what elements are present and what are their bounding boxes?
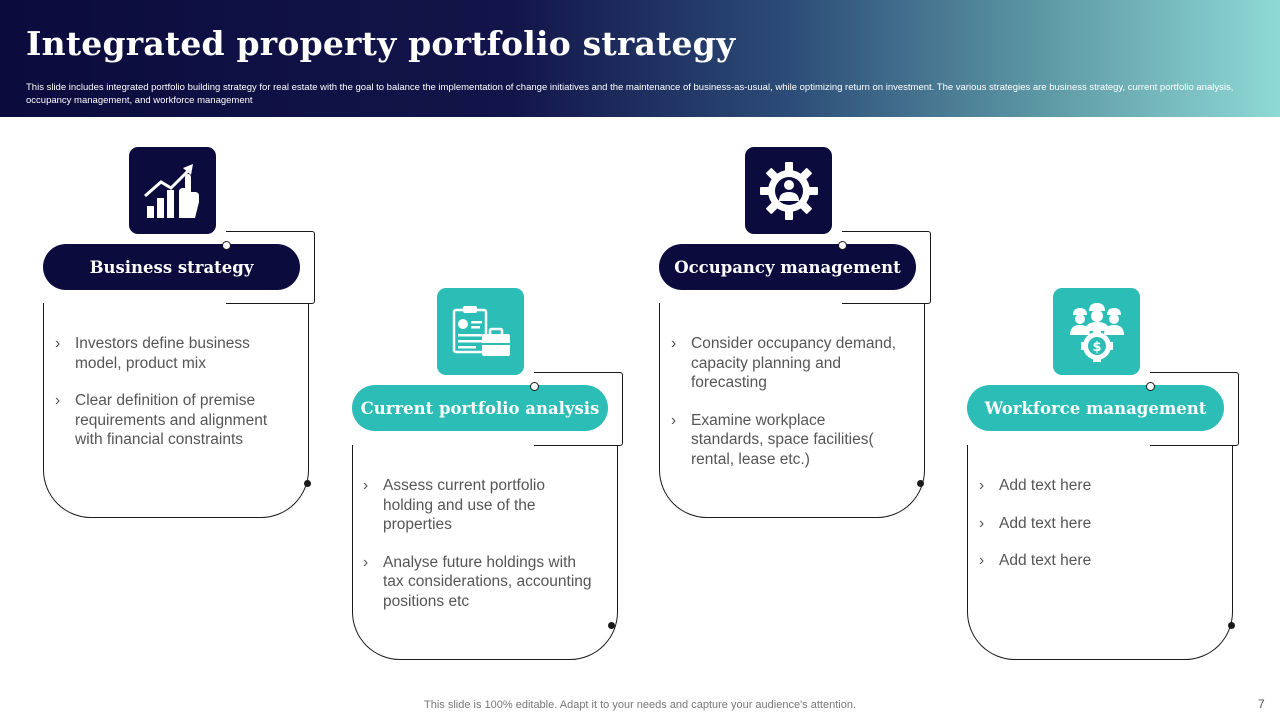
bullet-item: › Investors define business model, product mix [55, 335, 250, 372]
slide-title: Integrated property portfolio strategy [26, 24, 736, 63]
connector-dot [1146, 382, 1155, 391]
slide-subtitle: This slide includes integrated portfolio building strategy for real estate with the goal to balance the implementation of change initiatives and the maintenance of business-as-usual, while optimizing return on investment. The various strategies are business strategy, current portfolio analysis, occupancy management, and workforce management [26, 82, 1234, 106]
bullet-marker: › [671, 411, 677, 429]
bullet-marker: › [671, 335, 677, 352]
workforce-management-bullets [979, 476, 1209, 589]
card-end-dot [917, 480, 924, 487]
business-strategy-bullets [55, 334, 285, 468]
bullet-item: › Consider occupancy demand, capacity planning and forecasting [671, 335, 897, 391]
card-end-dot [608, 622, 615, 629]
workers-dollar-gear-icon [1053, 288, 1140, 375]
bullet-marker: › [979, 477, 985, 494]
footer-note: This slide is 100% editable. Adapt it to your needs and capture your audience's attention. [424, 699, 856, 711]
card-end-dot [1228, 622, 1235, 629]
bullet-marker: › [55, 392, 61, 409]
workforce-management-label: Workforce management [984, 398, 1207, 418]
current-portfolio-analysis-bullets [363, 476, 593, 629]
bullet-marker: › [363, 553, 369, 571]
current-portfolio-analysis-label: Current portfolio analysis [360, 398, 600, 418]
bullet-marker: › [363, 477, 369, 494]
occupancy-management-pill [659, 244, 916, 290]
bullet-item: › Clear definition of premise requirements and alignment with financial constraints [55, 392, 268, 448]
gear-person-icon [745, 147, 832, 234]
bullet-item: › Analyse future holdings with tax considerations, accounting positions etc [363, 553, 592, 610]
occupancy-management-label: Occupancy management [674, 257, 901, 277]
svg-text:$: $ [1091, 339, 1102, 355]
business-strategy-pill [43, 244, 300, 290]
bullet-marker: › [979, 552, 985, 569]
bullet-item: › Add text here [979, 477, 1092, 494]
workforce-management-pill [967, 385, 1224, 431]
header-banner [0, 0, 1280, 117]
card-end-dot [304, 480, 311, 487]
occupancy-management-bullets [671, 334, 901, 487]
bullet-marker: › [55, 335, 61, 352]
connector-dot [222, 241, 231, 250]
bullet-item: › Examine workplace standards, space facilities( rental, lease etc.) [671, 411, 874, 468]
bullet-item: › Assess current portfolio holding and use of the properties [363, 477, 545, 533]
bullet-marker: › [979, 514, 985, 532]
business-strategy-label: Business strategy [89, 257, 254, 277]
connector-dot [838, 241, 847, 250]
bullet-item: › Add text here [979, 552, 1092, 569]
page-number: 7 [1258, 697, 1265, 711]
connector-dot [530, 382, 539, 391]
bullet-item: › Add text here [979, 514, 1092, 532]
clipboard-briefcase-icon [437, 288, 524, 375]
current-portfolio-analysis-pill [352, 385, 608, 431]
growth-chart-hand-icon [129, 147, 216, 234]
